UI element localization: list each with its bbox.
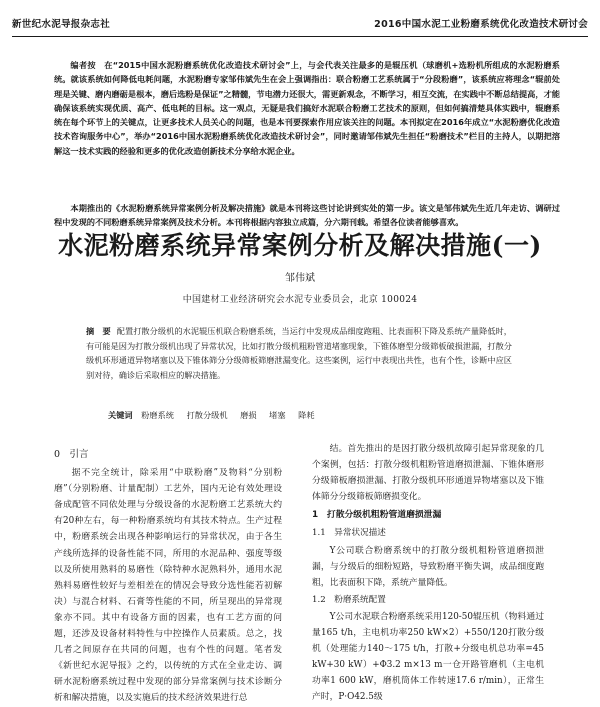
keyword: 磨损 <box>240 410 257 420</box>
subsection-heading-1-2: 1.2 粉磨系统配置 <box>312 594 386 605</box>
article-author: 邹伟斌 <box>285 273 315 284</box>
keywords <box>108 410 512 421</box>
keyword: 堵塞 <box>269 410 286 420</box>
section-heading-introduction: 0 引言 <box>54 449 89 460</box>
abstract <box>86 324 512 382</box>
body-paragraph: 结。首先推出的是因打散分级机故障引起异常现象的几个案例，包括：打散分级机粗粉管道磨损泄漏、下锥体磨形分级筛板磨损泄漏、打散分级机环形通道异物堵塞以及下锥体筛分分级筛板筛磨损变化。 <box>312 444 544 503</box>
body-column-left <box>54 441 282 707</box>
running-header <box>12 10 588 36</box>
header-divider <box>12 36 588 37</box>
section-heading-1: 1 打散分级机粗粉管道磨损泄漏 <box>312 510 442 521</box>
keyword: 降耗 <box>298 410 315 420</box>
keyword: 打散分级机 <box>186 410 228 420</box>
body-paragraph: Y公司水泥联合粉磨系统采用120-50辊压机（物料通过量165 t/h，主电机功率250 kW×2）+550/120打散分级机（处理能力140～175 t/h，打散+分级电机总功率=45 kW+30 kW）+Φ3.2 m×13 m一仓开路管磨机（主电机功率1 600 kW，磨机筒体工作转速17.6 r/min），正常生产时，P·O42.5级 <box>312 611 544 703</box>
editor-note-continuation: 本期推出的《水泥粉磨系统异常案例分析及解决措施》就是本刊将这些讨论讲到实处的第一步。该文是邹伟斌先生近几年走访、调研过程中发现的不同粉磨系统异常案例及技术分析。本刊将根据内容独立成篇，分六期刊载。希望各位读者能够喜欢。 <box>54 203 560 228</box>
conference-name: 2016中国水泥工业粉磨系统优化改造技术研讨会 <box>374 19 588 30</box>
keywords-label: 关键词 <box>108 410 133 420</box>
abstract-text: 配置打散分级机的水泥辊压机联合粉磨系统，当运行中发现成品细度跑粗、比表面积下降及系统产量降低时，有可能是因为打散分级机出现了异常状况，比如打散分级机粗粉管道堵塞现象，下锥体磨型分级筛板破损泄漏，打散分级机环形通道异物堵塞以及下锥体筛分分级筛板筛磨泄漏变化。这些案例，运行中表现出共性，也有个性，诊断中应区别对待，确诊后采取相应的解决措施。 <box>86 326 512 380</box>
editor-note-text: 在“2015中国水泥粉磨系统优化改造技术研讨会”上，与会代表关注最多的是辊压机（球磨机+选粉机所组成的水泥粉磨系统。就该系统如何降低电耗问题，水泥粉磨专家邹伟斌先生在会上强调指出：联合粉磨工艺系统属于“分段粉磨”，该系统应将理念“辊前处理是关键、磨内磨砺是根本，磨后选粉是保证”之精髓，节电潜力还很大，需更新观念，不断学习，相互交流，在实践中不断总结提高，才能确保该系统实现优质、高产、低电耗的目标。这一观点，无疑是我们搞好水泥联合粉磨工艺技术的原则，但如何搞清楚具体实践中，辊磨系统在每个环节上的关键点，让更多技术人员关心的问题，也是本刊要探索作用应该关注的问题。本刊拟定在2016年成立“水泥粉磨优化改造技术咨询服务中心”，举办“2016中国水泥粉磨系统优化改造技术研讨会”，同时邀请邹伟斌先生担任“粉磨技术”栏目的主持人，以期把溶解这一技术实践的经验和更多的优化改造创新技术分享给水泥企业。 <box>54 60 560 156</box>
subsection-heading-1-1: 1.1 异常状况描述 <box>312 528 386 539</box>
editor-note-label: 编者按 <box>70 60 96 70</box>
journal-name: 新世纪水泥导报杂志社 <box>12 19 111 30</box>
article-title: 水泥粉磨系统异常案例分析及解决措施(一) <box>58 231 542 260</box>
abstract-label: 摘 要 <box>86 326 111 336</box>
author-affiliation: 中国建材工业经济研究会水泥专业委员会，北京 100024 <box>182 295 418 305</box>
editor-note <box>54 58 560 158</box>
keyword: 粉磨系统 <box>141 410 174 420</box>
body-paragraph: Y公司联合粉磨系统中的打散分级机粗粉管道磨损泄漏，与分级后的细粉短路，导致粉磨平衡失调，成品细度跑粗，比表面积下降，系统产量降低。 <box>312 545 544 588</box>
body-paragraph: 据不完全统计，除采用“中联粉磨”及物料“分别粉磨”（分别粉磨、计量配制）工艺外，国内无论有效处理设备成配管不同依处理与分级设备的水泥粉磨工艺系统大约有20种左右，每一种粉磨系统均有其技术特点。生产过程中，粉磨系统会出现各种影响运行的异常状况，由于各生产线所选择的设备性能不同，所用的水泥品种、强度等级以及所使用熟料的易磨性（除特种水泥熟料外，通用水泥熟料易磨性较好与差相差在的情况会导致分选性能若初解决）与混合材料、石膏等性能的不同，所呈现出的异常现象亦不同。其中有设备方面的因素，也有工艺方面的问题，还涉及设备材料特性与中控操作人员素质。总之，找几者之间原存在共同的问题，也有个性的问题。笔者发《新世纪水泥导报》之约，以传统的方式在全业走访、调研水泥粉磨系统过程中发现的部分异常案例与技术诊断分析和解决措施，以及实施后的技术经济效果进行总 <box>54 468 282 704</box>
body-column-right <box>312 441 544 706</box>
